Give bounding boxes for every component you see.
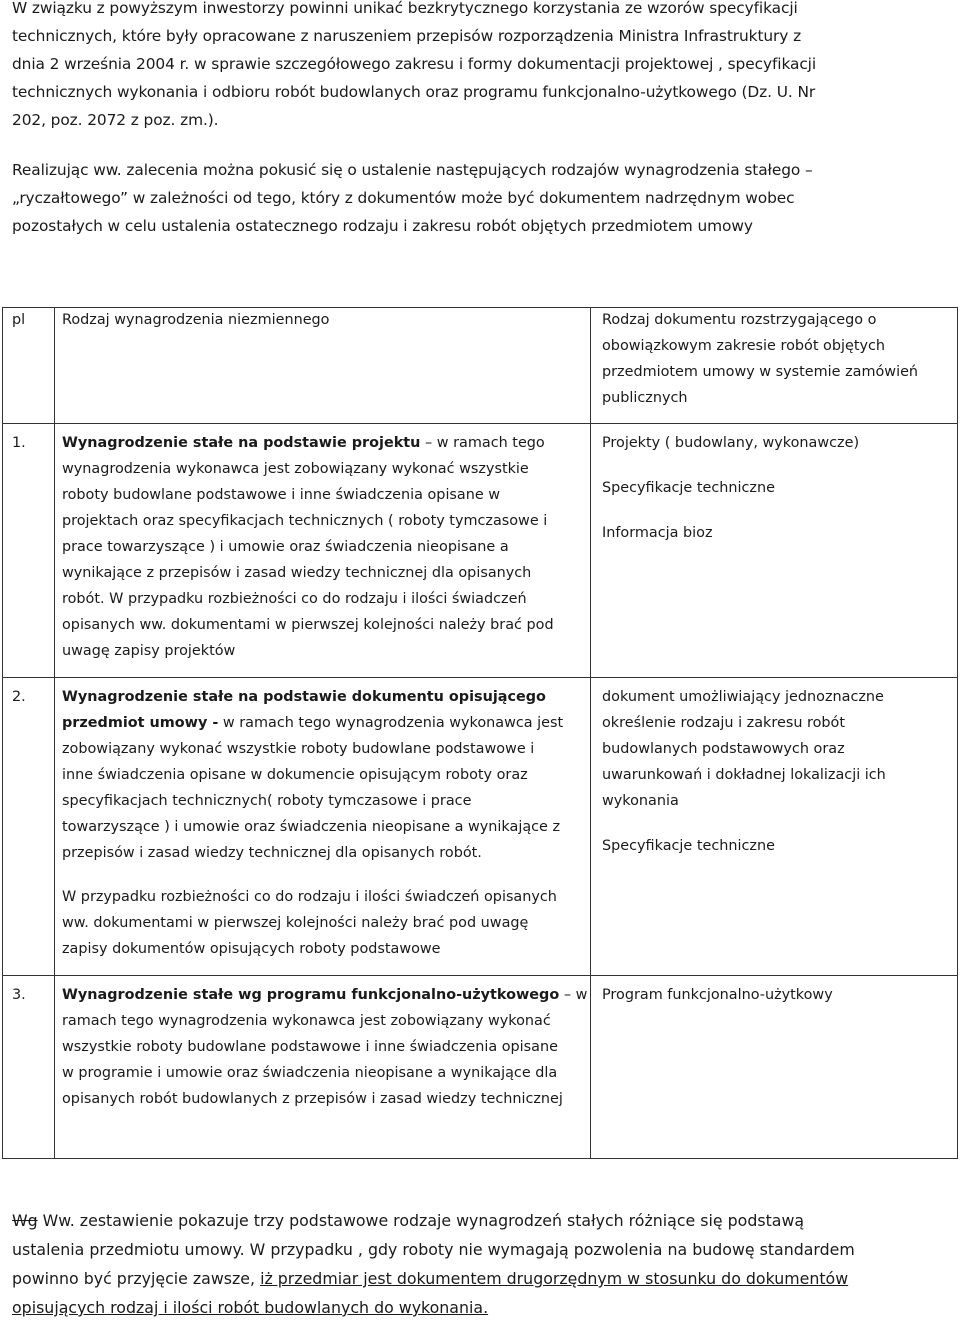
- recommendation-line: pozostałych w celu ustalenia ostatecznego rodzaju i zakresu robót objętych przedmiotem umowy: [12, 217, 753, 235]
- underlined-text: iż przedmiar jest dokumentem drugorzędnym w stosunku do dokumentów: [260, 1269, 849, 1288]
- row-title: Wynagrodzenie stałe na podstawie dokumentu opisującego: [62, 689, 546, 705]
- table-row-divider: [2, 423, 958, 424]
- recommendation-line: „ryczałtowego” w zależności od tego, który z dokumentów może być dokumentem nadrzędnym wobec: [12, 189, 795, 207]
- table-border-left: [2, 307, 3, 1159]
- row-documents: Projekty ( budowlany, wykonawcze) Specyfikacje techniczne Informacja bioz: [602, 435, 860, 541]
- row-description: Wynagrodzenie stałe wg programu funkcjonalno-użytkowego – w ramach tego wynagrodzenia wykonawca jest zobowiązany wykonać wszystkie roboty budowlane podstawowe i inne świadczenia opisane w programie i umowie oraz świadczenia nieopisane a wynikające dla opisanych robót budowlanych z przepisów i zasad wiedzy technicznej: [62, 987, 588, 1107]
- row-description: Wynagrodzenie stałe na podstawie dokumentu opisującego przedmiot umowy - w ramach tego wynagrodzenia wykonawca jest zobowiązany wykonać wszystkie roboty budowlane podstawowe i inne świadczenia opisane w dokumencie opisującym roboty oraz specyfikacjach technicznych( roboty tymczasowe i prace towarzyszące ) i umowie oraz świadczenia nieopisane a wynikające z przepisów i zasad wiedzy technicznej dla opisanych robót. W przypadku rozbieżności co do rodzaju i ilości świadczeń opisanych ww. dokumentami w pierwszej kolejności należy brać pod uwagę zapisy dokumentów opisujących roboty podstawowe: [62, 689, 564, 957]
- row-number: 1.: [12, 435, 26, 451]
- header-col-type: Rodzaj wynagrodzenia niezmiennego: [62, 312, 330, 328]
- table-row-divider: [2, 677, 958, 678]
- row-description: Wynagrodzenie stałe na podstawie projektu – w ramach tego wynagrodzenia wykonawca jest zobowiązany wykonać wszystkie roboty budowlane podstawowe i inne świadczenia opisane w projektach oraz specyfikacjach technicznych ( roboty tymczasowe i prace towarzyszące ) i umowie oraz świadczenia nieopisane a wynikające z przepisów i zasad wiedzy technicznej dla opisanych robót. W przypadku rozbieżności co do rodzaju i ilości świadczeń opisanych ww. dokumentami w pierwszej kolejności należy brać pod uwagę zapisy projektów: [62, 435, 554, 659]
- table-column-divider: [590, 307, 591, 1159]
- recommendation-line: Realizując ww. zalecenia można pokusić się o ustalenie następujących rodzajów wynagrodzenia stałego –: [12, 161, 813, 179]
- row-title-continued: przedmiot umowy -: [62, 715, 219, 731]
- table-row-divider: [2, 975, 958, 976]
- row-documents: dokument umożliwiający jednoznaczne określenie rodzaju i zakresu robót budowlanych podstawowych oraz uwarunkowań i dokładnej lokalizacji ich wykonania Specyfikacje techniczne: [602, 689, 886, 854]
- table-border-right: [957, 307, 958, 1159]
- underlined-text: opisujących rodzaj i ilości robót budowlanych do wykonania.: [12, 1298, 489, 1317]
- header-col-number: pl: [12, 312, 26, 328]
- intro-line: technicznych wykonania i odbioru robót budowlanych oraz programu funkcjonalno-użytkowego (Dz. U. Nr: [12, 83, 816, 101]
- struck-text: Wg: [12, 1211, 38, 1230]
- row-number: 2.: [12, 689, 26, 705]
- intro-line: W związku z powyższym inwestorzy powinni unikać bezkrytycznego korzystania ze wzorów specyfikacji: [12, 0, 798, 17]
- table-border-bottom: [2, 1158, 958, 1159]
- row-number: 3.: [12, 987, 26, 1003]
- closing-paragraph: Wg Ww. zestawienie pokazuje trzy podstawowe rodzaje wynagrodzeń stałych różniące się podstawą ustalenia przedmiotu umowy. W przypadku , gdy roboty nie wymagają pozwolenia na budowę standardem powinno być przyjęcie zawsze, iż przedmiar jest dokumentem drugorzędnym w stosunku do dokumentów opisujących rodzaj i ilości robót budowlanych do wykonania.: [12, 1211, 855, 1317]
- intro-line: technicznych, które były opracowane z naruszeniem przepisów rozporządzenia Ministra Infrastruktury z: [12, 27, 802, 45]
- header-col-document: Rodzaj dokumentu rozstrzygającego o obowiązkowym zakresie robót objętych przedmiotem umowy w systemie zamówień publicznych: [602, 312, 919, 406]
- intro-line: 202, poz. 2072 z poz. zm.).: [12, 111, 219, 129]
- table-column-divider: [54, 307, 55, 1159]
- row-documents: Program funkcjonalno-użytkowy: [602, 987, 833, 1003]
- row-title: Wynagrodzenie stałe na podstawie projektu: [62, 435, 421, 451]
- row-title: Wynagrodzenie stałe wg programu funkcjonalno-użytkowego: [62, 987, 560, 1003]
- intro-line: dnia 2 września 2004 r. w sprawie szczegółowego zakresu i formy dokumentacji projektowej , specyfikacji: [12, 55, 817, 73]
